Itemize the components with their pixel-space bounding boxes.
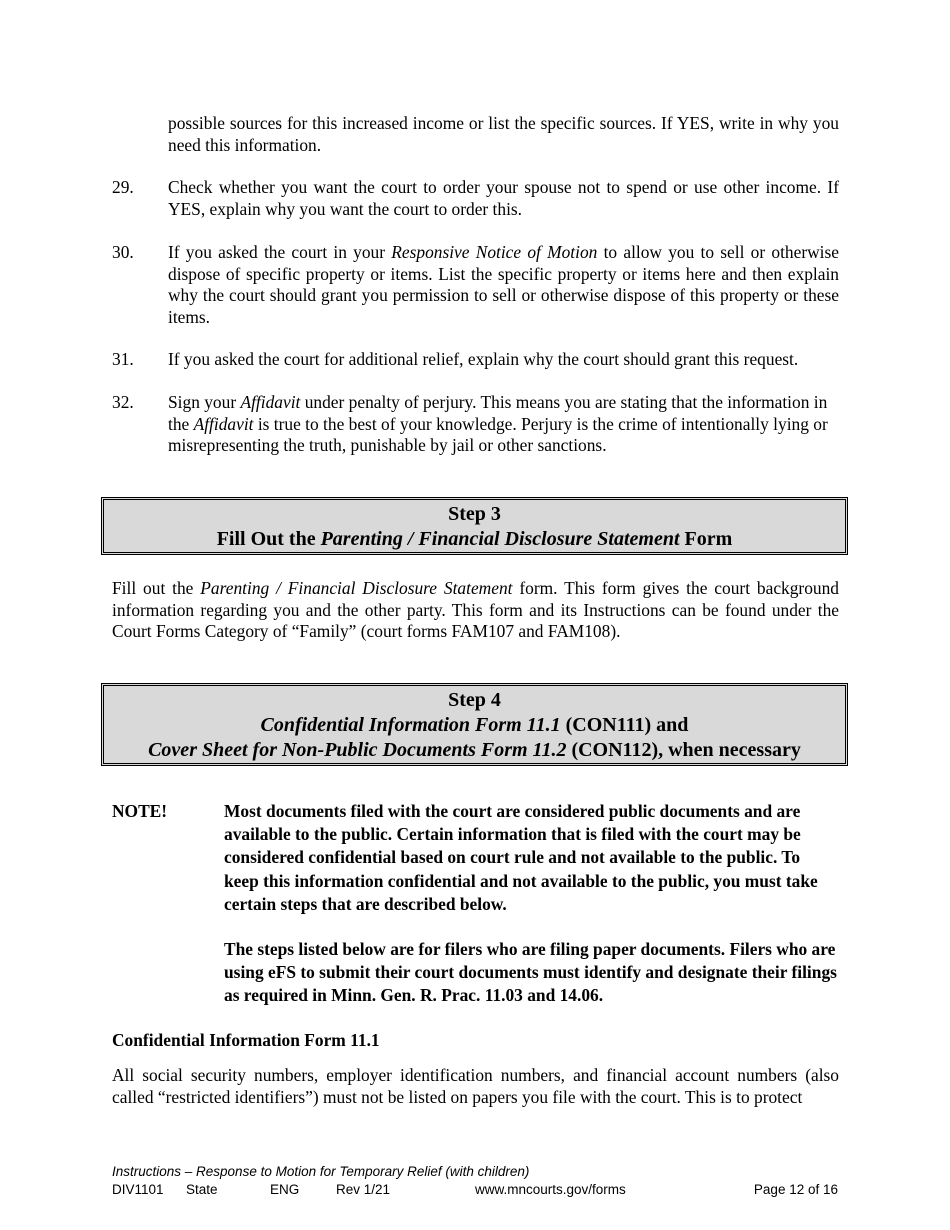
confidential-form-body: All social security numbers, employer identification numbers, and financial account numbers (also called “restricted identifiers”) must not be listed on papers you file with the court. This is to protect	[112, 1065, 839, 1107]
step-4-title-line-2: Cover Sheet for Non-Public Documents Form 11.2 (CON112), when necessary	[148, 739, 801, 761]
note-paragraph-2: The steps listed below are for filers who are filing paper documents. Filers who are using eFS to submit their court documents must identify and designate their filings as required in Minn. Gen. R. Prac. 11.03 and 14.06.	[224, 939, 837, 1006]
item-32-text: Sign your Affidavit under penalty of perjury. This means you are stating that the information in the Affidavit is true to the best of your knowledge. Perjury is the crime of intentionally lying or misrepresenting the truth, punishable by jail or other sanctions.	[168, 392, 828, 456]
item-number: 31.	[112, 349, 134, 369]
footer-language: ENG	[270, 1182, 300, 1197]
item-number: 30.	[112, 242, 134, 262]
note-paragraph-1: Most documents filed with the court are considered public documents and are available to the public. Certain information that is filed with the court may be considered confidential based on court rule and not available to the public. To keep this information confidential and not available to the public, you must take certain steps that are described below.	[224, 801, 818, 914]
step-3-title: Fill Out the Parenting / Financial Disclosure Statement Form	[216, 528, 733, 550]
item-number: 29.	[112, 177, 134, 197]
footer-jurisdiction: State	[186, 1182, 218, 1197]
continuation-paragraph: possible sources for this increased income or list the specific sources. If YES, write in why you need this information.	[168, 113, 839, 155]
confidential-form-heading: Confidential Information Form 11.1	[112, 1030, 380, 1050]
step-4-heading: Step 4	[448, 689, 501, 711]
footer-page-number: Page 12 of 16	[753, 1182, 838, 1197]
item-number: 32.	[112, 392, 134, 412]
footer-form-id: DIV1101	[112, 1182, 164, 1197]
step-4-header-box	[101, 683, 848, 766]
step-3-body: Fill out the Parenting / Financial Disclosure Statement form. This form gives the court background information regarding you and the other party. This form and its Instructions can be found under the Court Forms Category of “Family” (court forms FAM107 and FAM108).	[112, 578, 840, 642]
footer-revision: Rev 1/21	[336, 1182, 391, 1197]
footer-meta	[112, 1181, 838, 1198]
step-3-header-box	[101, 497, 848, 555]
footer-title: Instructions – Response to Motion for Temporary Relief (with children)	[112, 1164, 530, 1179]
footer-url: www.mncourts.gov/forms	[475, 1182, 626, 1197]
note-label: NOTE!	[112, 801, 168, 821]
item-31-text: If you asked the court for additional relief, explain why the court should grant this request.	[168, 349, 799, 369]
step-4-title-line-1: Confidential Information Form 11.1 (CON111) and	[260, 714, 689, 736]
item-30-text: If you asked the court in your Responsive Notice of Motion to allow you to sell or otherwise dispose of specific property or items. List the specific property or items here and then explain why the court should grant you permission to sell or otherwise dispose of this property or these items.	[168, 242, 839, 327]
step-3-heading: Step 3	[448, 503, 501, 525]
item-29-text: Check whether you want the court to order your spouse not to spend or use other income. If YES, explain why you want the court to order this.	[168, 177, 839, 219]
